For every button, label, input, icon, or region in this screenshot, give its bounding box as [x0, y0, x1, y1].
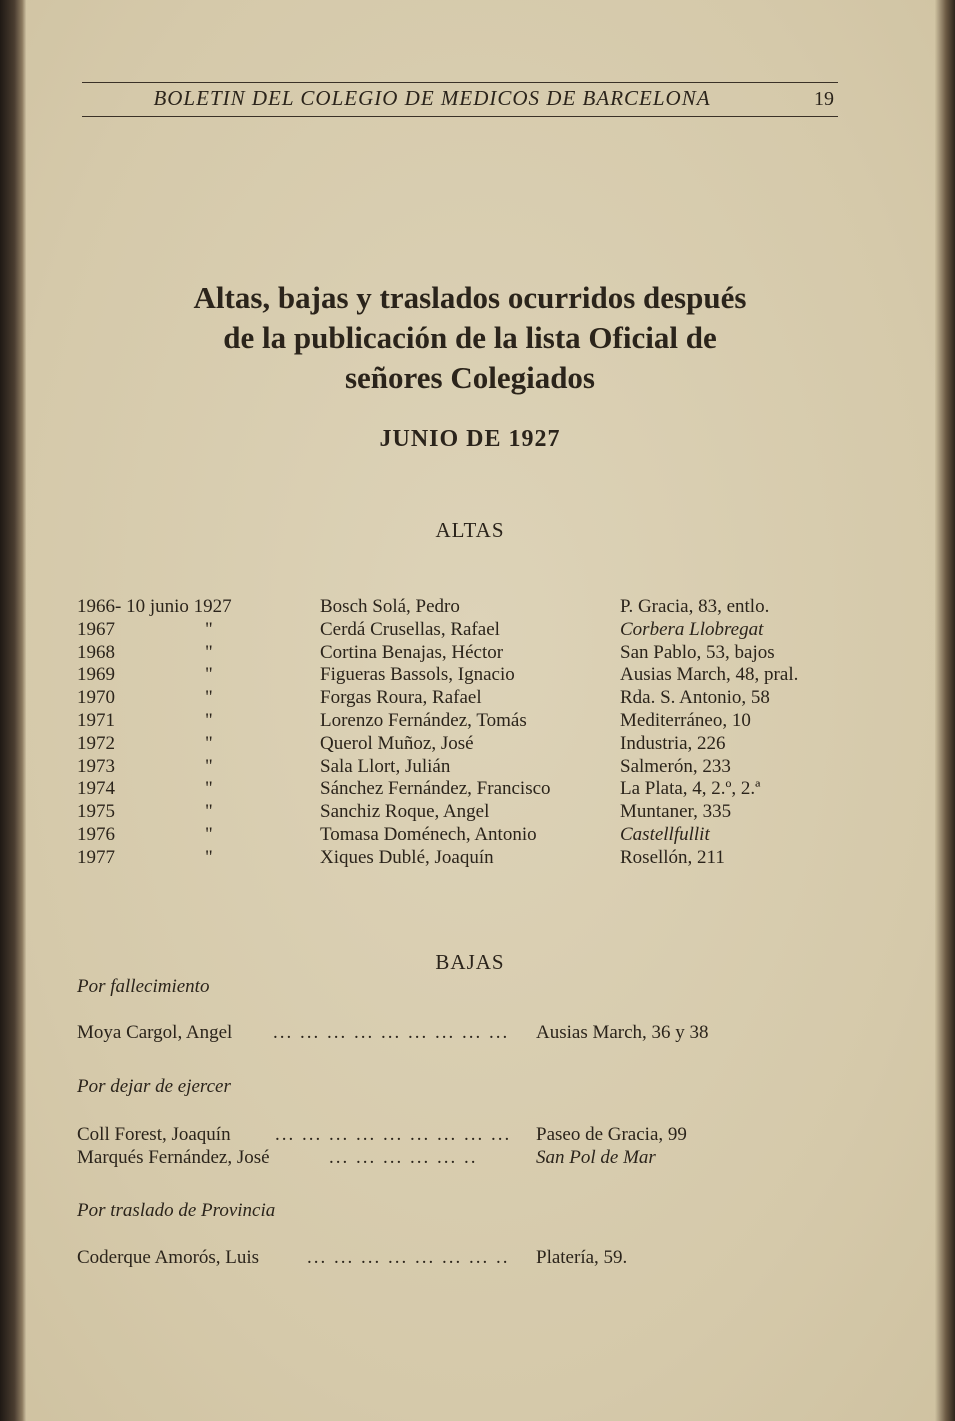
member-name: Xiques Dublé, Joaquín [320, 846, 494, 868]
member-address: La Plata, 4, 2.º, 2.ª [620, 778, 761, 800]
registration-number: 1966 [77, 596, 115, 617]
baja-name: Marqués Fernández, José [77, 1147, 270, 1168]
ditto-mark: " [205, 755, 213, 777]
altas-list [77, 596, 857, 870]
leader-dots: ... ... ... ... ... ... ... .. [307, 1247, 510, 1268]
altas-row [77, 778, 857, 801]
altas-row [77, 824, 857, 847]
title-line: señores Colegiados [344, 360, 595, 395]
altas-row [77, 756, 857, 779]
member-address: Castellfullit [620, 823, 710, 845]
altas-row [77, 710, 857, 733]
altas-row [77, 664, 857, 687]
registration-number: 1971 [77, 709, 115, 731]
ditto-mark: " [205, 641, 213, 663]
month-heading: JUNIO DE 1927 [379, 426, 561, 452]
admission-date: - 10 junio 1927 [115, 596, 232, 617]
member-address: Salmerón, 233 [620, 755, 731, 777]
member-address: Corbera Llobregat [620, 618, 764, 640]
ditto-mark: " [205, 618, 213, 640]
baja-address: San Pol de Mar [536, 1147, 656, 1168]
member-name: Figueras Bassols, Ignacio [320, 664, 515, 686]
member-name: Sánchez Fernández, Francisco [320, 778, 551, 800]
altas-row [77, 687, 857, 710]
baja-address: Platería, 59. [536, 1247, 628, 1268]
altas-row [77, 847, 857, 870]
member-name: Lorenzo Fernández, Tomás [320, 709, 527, 731]
running-header: BOLETIN DEL COLEGIO DE MEDICOS DE BARCELONA [153, 86, 711, 110]
altas-row [77, 619, 857, 642]
member-name: Tomasa Doménech, Antonio [320, 823, 537, 845]
registration-number: 1972 [77, 732, 115, 754]
title-line: de la publicación de la lista Oficial de [223, 320, 717, 355]
baja-address: Ausias March, 36 y 38 [536, 1022, 709, 1043]
page-edge [935, 0, 955, 1421]
altas-row [77, 596, 857, 619]
registration-number: 1970 [77, 687, 115, 709]
page-number: 19 [814, 88, 834, 110]
altas-heading: ALTAS [435, 518, 505, 542]
leader-dots: ... ... ... ... ... .. [329, 1147, 478, 1168]
ditto-mark: " [205, 709, 213, 731]
ditto-mark: " [205, 846, 213, 868]
header-rule-bottom [82, 116, 838, 117]
registration-number: 1968 [77, 641, 115, 663]
member-address: Muntaner, 335 [620, 801, 732, 823]
member-name: Querol Muñoz, José [320, 732, 474, 754]
member-address: San Pablo, 53, bajos [620, 641, 775, 663]
ditto-mark: " [205, 664, 213, 686]
altas-row [77, 642, 857, 665]
page-title [120, 278, 820, 398]
ditto-mark: " [205, 823, 213, 845]
member-name: Cortina Benajas, Héctor [320, 641, 504, 663]
member-name: Sala Llort, Julián [320, 755, 451, 777]
book-binding [0, 0, 26, 1421]
member-address: Mediterráneo, 10 [620, 709, 751, 731]
member-name: Bosch Solá, Pedro [320, 596, 460, 617]
ditto-mark: " [205, 732, 213, 754]
leader-dots: ... ... ... ... ... ... ... ... ... [273, 1022, 510, 1043]
member-address: Ausias March, 48, pral. [620, 664, 799, 686]
baja-address: Paseo de Gracia, 99 [536, 1124, 687, 1145]
header-rule-top [82, 82, 838, 83]
registration-number: 1973 [77, 755, 115, 777]
member-address: Industria, 226 [620, 732, 726, 754]
altas-row [77, 733, 857, 756]
registration-number: 1969 [77, 664, 115, 686]
member-address: Rosellón, 211 [620, 846, 725, 868]
ditto-mark: " [205, 687, 213, 709]
leader-dots: ... ... ... ... ... ... ... ... ... [275, 1124, 512, 1145]
bajas-heading: BAJAS [435, 950, 505, 974]
member-address: P. Gracia, 83, entlo. [620, 596, 770, 617]
member-address: Rda. S. Antonio, 58 [620, 687, 770, 709]
baja-name: Moya Cargol, Angel [77, 1022, 233, 1043]
registration-number: 1976 [77, 823, 115, 845]
ditto-mark: " [205, 801, 213, 823]
registration-number: 1967 [77, 618, 115, 640]
ditto-mark: " [205, 778, 213, 800]
bajas-group-label: Por fallecimiento [77, 976, 210, 997]
member-name: Forgas Roura, Rafael [320, 687, 482, 709]
baja-name: Coderque Amorós, Luis [77, 1247, 260, 1268]
baja-name: Coll Forest, Joaquín [77, 1124, 231, 1145]
registration-number: 1975 [77, 801, 115, 823]
bajas-group-label: Por traslado de Provincia [77, 1200, 276, 1221]
title-line: Altas, bajas y traslados ocurridos después [193, 280, 747, 315]
registration-number: 1977 [77, 846, 115, 868]
bajas-group-label: Por dejar de ejercer [77, 1076, 231, 1097]
altas-row [77, 801, 857, 824]
member-name: Sanchiz Roque, Angel [320, 801, 490, 823]
member-name: Cerdá Crusellas, Rafael [320, 618, 500, 640]
registration-number: 1974 [77, 778, 115, 800]
